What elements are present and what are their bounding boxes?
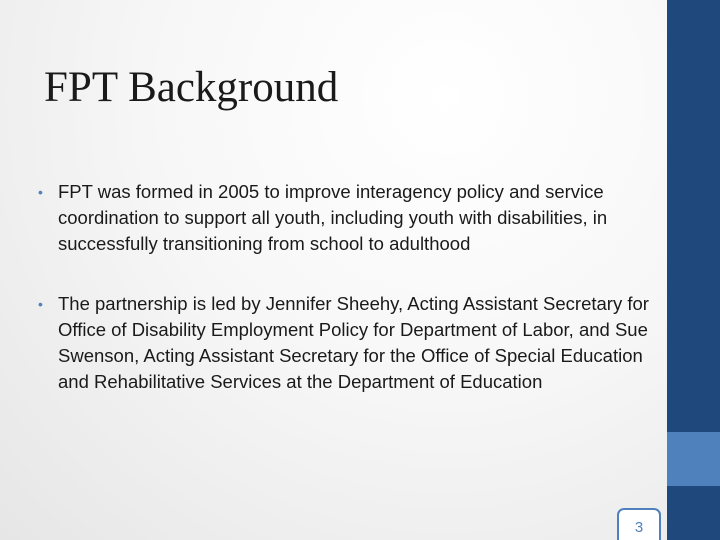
sidebar-accent-middle: [667, 432, 720, 486]
sidebar-accent-bottom: [667, 486, 720, 540]
slide-title: FPT Background: [44, 64, 339, 111]
bullet-item: [37, 179, 652, 257]
bullet-dot-icon: •: [38, 296, 43, 312]
bullet-list: [37, 179, 652, 395]
page-number: 3: [634, 519, 644, 536]
bullet-text: FPT was formed in 2005 to improve interagency policy and service coordination to support all youth, including youth with disabilities, in successfully transitioning from school to adulthood: [58, 181, 608, 254]
bullet-text: The partnership is led by Jennifer Sheehy, Acting Assistant Secretary for Office of Disability Employment Policy for Department of Labor, and Sue Swenson, Acting Assistant Secretary for the Office of Special Education and Rehabilitative Services at the Department of Education: [58, 293, 649, 392]
page-number-badge: [617, 508, 661, 540]
bullet-dot-icon: •: [38, 184, 43, 200]
bullet-item: [37, 291, 652, 395]
sidebar-accent-top: [667, 0, 720, 432]
